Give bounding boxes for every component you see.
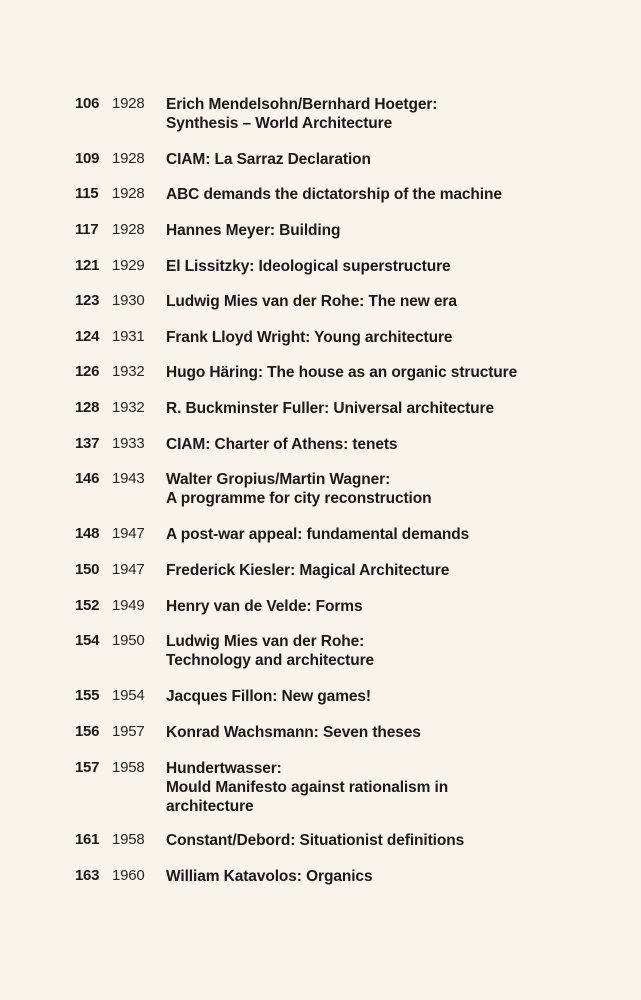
entry-title-line: Frederick Kiesler: Magical Architecture [166,562,450,579]
year: 1932 [112,363,145,380]
toc-entry[interactable] [0,470,641,520]
entry-title-line: El Lissitzky: Ideological superstructure [166,258,451,275]
page-number: 156 [75,723,100,740]
toc-entry[interactable] [0,95,641,145]
toc-entry[interactable] [0,759,641,829]
year: 1947 [112,525,145,542]
page-number: 155 [75,687,100,704]
toc-entry[interactable] [0,867,641,917]
entry-title-line: Konrad Wachsmann: Seven theses [166,724,421,741]
entry-title [166,632,631,670]
entry-title-line: Constant/Debord: Situationist definitions [166,832,465,849]
page-number: 106 [75,95,100,112]
entry-title-line: CIAM: Charter of Athens: tenets [166,436,398,453]
entry-title [166,525,631,544]
year: 1928 [112,221,145,238]
entry-title-line: Frank Lloyd Wright: Young architecture [166,329,453,346]
year: 1958 [112,759,145,776]
year: 1950 [112,632,145,649]
year: 1957 [112,723,145,740]
page-number: 150 [75,561,100,578]
entry-title-line: ABC demands the dictatorship of the machine [166,186,502,203]
entry-title-line: Hannes Meyer: Building [166,222,341,239]
page-number: 117 [75,221,99,238]
year: 1931 [112,328,145,345]
year: 1947 [112,561,145,578]
entry-title [166,292,631,311]
entry-title [166,597,631,616]
page-number: 148 [75,525,100,542]
entry-title [166,831,631,850]
entry-title-line: Hugo Häring: The house as an organic structure [166,364,518,381]
page-number: 157 [75,759,100,776]
toc-entry[interactable] [0,632,641,682]
page-number: 123 [75,292,100,309]
entry-title-line: CIAM: La Sarraz Declaration [166,151,371,168]
entry-title [166,759,631,816]
page-number: 121 [75,257,100,274]
entry-title-line: A post-war appeal: fundamental demands [166,526,470,543]
entry-title-line: Technology and architecture [166,652,375,669]
page-number: 152 [75,597,100,614]
entry-title [166,328,631,347]
entry-title [166,723,631,742]
page-number: 109 [75,150,100,167]
entry-title-line: Jacques Fillon: New games! [166,688,371,705]
entry-title [166,257,631,276]
page-number: 154 [75,632,100,649]
entry-title [166,561,631,580]
year: 1928 [112,150,145,167]
entry-title [166,221,631,240]
entry-title-line: R. Buckminster Fuller: Universal architecture [166,400,495,417]
page-number: 126 [75,363,100,380]
entry-title [166,150,631,169]
page-number: 115 [75,185,99,202]
entry-title [166,867,631,886]
year: 1949 [112,597,145,614]
page-number: 163 [75,867,100,884]
entry-title [166,687,631,706]
year: 1958 [112,831,145,848]
entry-title-line: architecture [166,798,254,815]
year: 1932 [112,399,145,416]
entry-title-line: Ludwig Mies van der Rohe: [166,633,365,650]
entry-title-line: Ludwig Mies van der Rohe: The new era [166,293,457,310]
entry-title [166,95,631,133]
year: 1929 [112,257,145,274]
entry-title [166,185,631,204]
entry-title-line: Erich Mendelsohn/Bernhard Hoetger: [166,96,438,113]
page-number: 137 [75,435,100,452]
year: 1928 [112,185,145,202]
year: 1928 [112,95,145,112]
year: 1933 [112,435,145,452]
entry-title-line: Walter Gropius/Martin Wagner: [166,471,391,488]
year: 1930 [112,292,145,309]
page-number: 161 [75,831,100,848]
entry-title [166,363,631,382]
entry-title-line: Henry van de Velde: Forms [166,598,363,615]
page-number: 128 [75,399,100,416]
entry-title [166,399,631,418]
entry-title [166,470,631,508]
year: 1943 [112,470,145,487]
entry-title-line: A programme for city reconstruction [166,490,432,507]
entry-title-line: William Katavolos: Organics [166,868,373,885]
page-number: 146 [75,470,100,487]
year: 1954 [112,687,145,704]
entry-title [166,435,631,454]
year: 1960 [112,867,145,884]
entry-title-line: Synthesis – World Architecture [166,115,393,132]
entry-title-line: Hundertwasser: [166,760,282,777]
entry-title-line: Mould Manifesto against rationalism in [166,779,449,796]
page-number: 124 [75,328,100,345]
